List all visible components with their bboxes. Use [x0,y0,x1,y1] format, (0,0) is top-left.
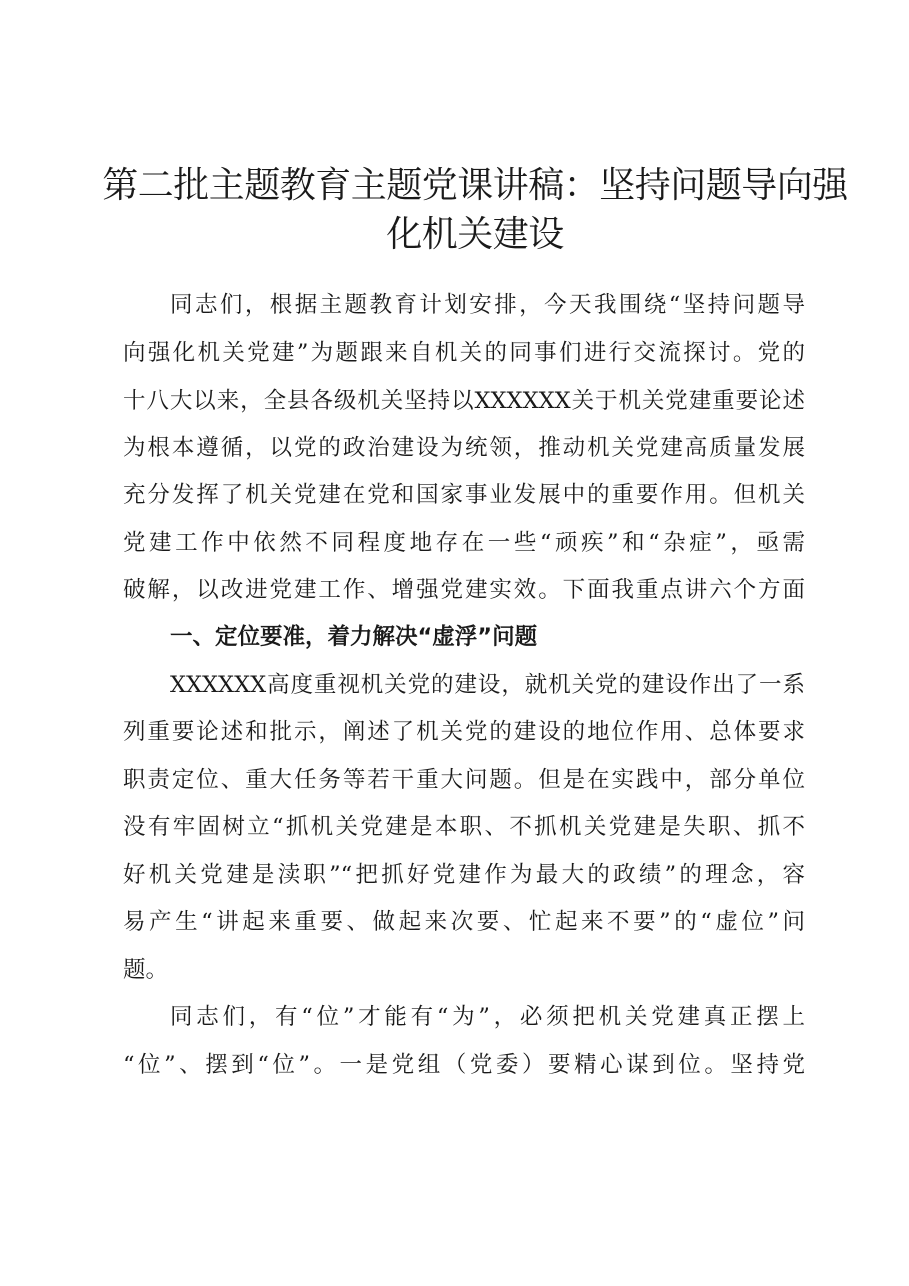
paragraph-2-line: XXXXXX高度重视机关党的建设，就机关党的建设作出了一系 [170,672,805,698]
paragraph-2-line: 题。 [123,957,169,983]
paragraph-1-line: 充分发挥了机关党建在党和国家事业发展中的重要作用。但机关 [123,482,805,508]
paragraph-3-line: “位”、摆到“位”。一是党组（党委）要精心谋到位。坚持党 [123,1052,805,1078]
paragraph-1-line: 破解，以改进党建工作、增强党建实效。下面我重点讲六个方面 [123,577,805,603]
paragraph-1-line: 党建工作中依然不同程度地存在一些“顽疾”和“杂症”，亟需 [123,530,805,556]
paragraph-2-line: 易产生“讲起来重要、做起来次要、忙起来不要”的“虚位”问 [123,909,805,935]
document-title-line-2: 化机关建设 [386,214,564,255]
paragraph-2-line: 职责定位、重大任务等若干重大问题。但是在实践中，部分单位 [123,767,805,793]
paragraph-2-line: 没有牢固树立“抓机关党建是本职、不抓机关党建是失职、抓不 [123,814,805,840]
paragraph-1-line: 同志们，根据主题教育计划安排，今天我围绕“坚持问题导 [170,292,805,318]
paragraph-2-line: 列重要论述和批示，阐述了机关党的建设的地位作用、总体要求 [123,719,805,745]
paragraph-1-line: 向强化机关党建”为题跟来自机关的同事们进行交流探讨。党的 [123,340,805,366]
section-heading-1: 一、定位要准，着力解决“虚浮”问题 [170,624,538,650]
paragraph-3-line: 同志们，有“位”才能有“为”，必须把机关党建真正摆上 [170,1004,805,1030]
paragraph-1-line: 十八大以来，全县各级机关坚持以XXXXXX关于机关党建重要论述 [123,388,805,414]
paragraph-2-line: 好机关党建是渎职”“把抓好党建作为最大的政绩”的理念，容 [123,862,805,888]
document-title-line-1: 第二批主题教育主题党课讲稿：坚持问题导向强 [102,165,848,206]
paragraph-1-line: 为根本遵循，以党的政治建设为统领，推动机关党建高质量发展 [123,435,805,461]
